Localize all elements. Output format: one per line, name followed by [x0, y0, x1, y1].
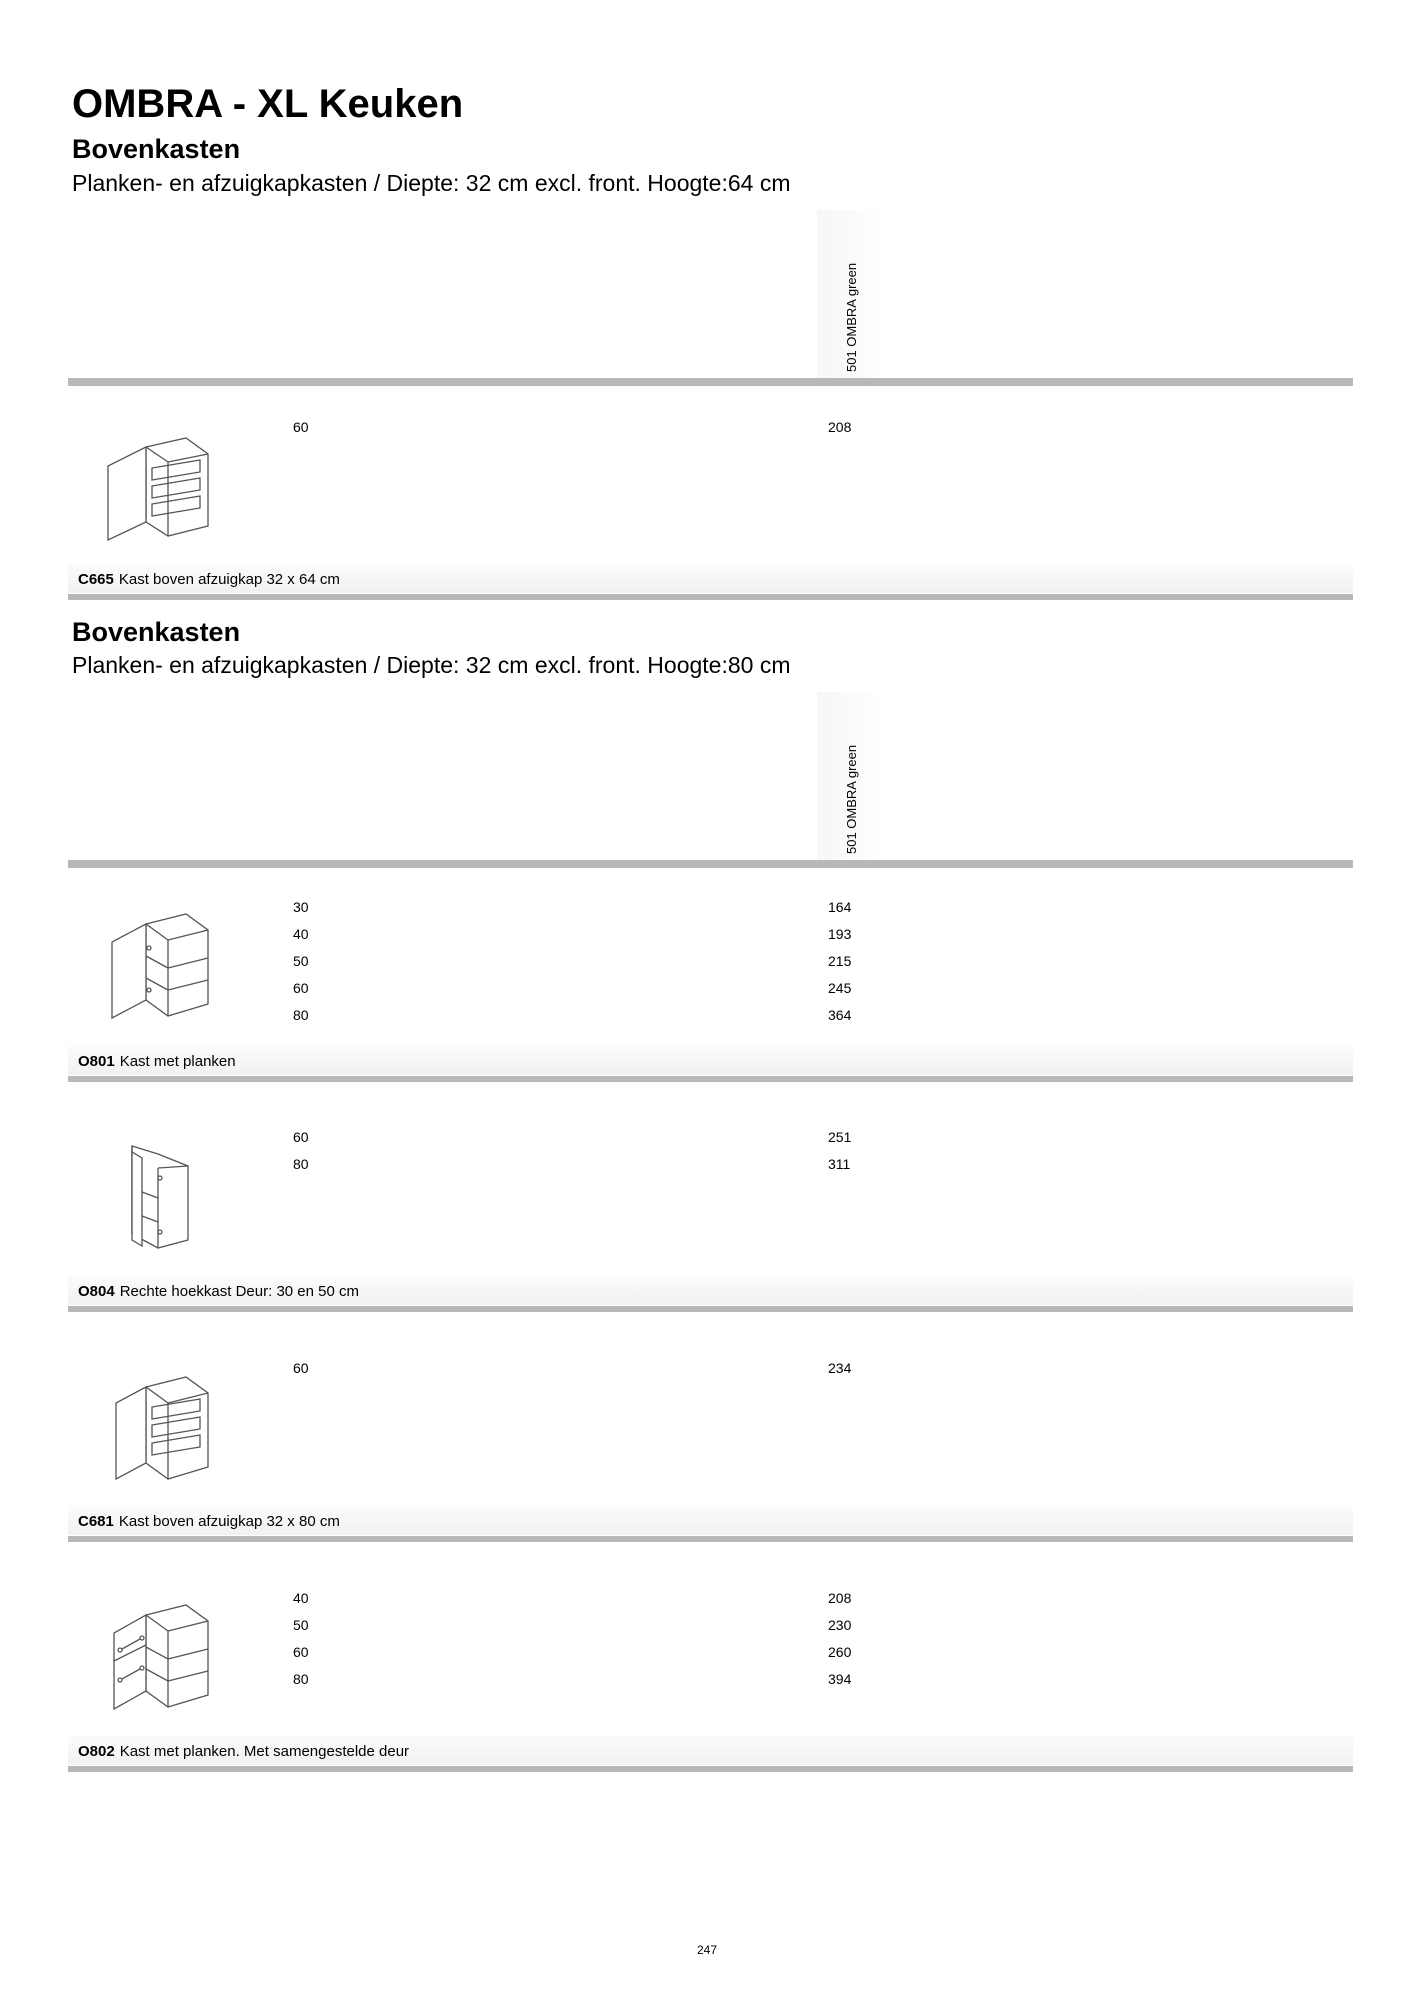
- price-value: 208: [828, 419, 852, 435]
- cabinet-hood-icon: [100, 1375, 220, 1485]
- size-value: 60: [293, 1360, 309, 1376]
- cabinet-hood-icon: [100, 432, 220, 542]
- product-code: C665: [78, 571, 114, 588]
- size-value: 60: [293, 980, 309, 996]
- size-value: 40: [293, 1590, 309, 1606]
- row-divider: [68, 1536, 1353, 1542]
- price-value: 193: [828, 926, 852, 942]
- price-value: 234: [828, 1360, 852, 1376]
- corner-cabinet-icon: [100, 1142, 220, 1252]
- product-code: O801: [78, 1053, 115, 1070]
- column-header: [817, 692, 883, 860]
- price-value: 364: [828, 1007, 852, 1023]
- product-label: [68, 1045, 1353, 1075]
- price-value: 208: [828, 1590, 852, 1606]
- size-value: 60: [293, 1129, 309, 1145]
- product-code: C681: [78, 1513, 114, 1530]
- header-divider: [68, 378, 1353, 386]
- cabinet-shelves-icon: [100, 912, 220, 1022]
- product-name: Kast met planken. Met samengestelde deur: [119, 1743, 410, 1760]
- product-code: O802: [78, 1743, 115, 1760]
- price-value: 215: [828, 953, 852, 969]
- section-subheading: Planken- en afzuigkapkasten / Diepte: 32 cm excl. front. Hoogte:80 cm: [72, 652, 791, 678]
- section-heading: Bovenkasten: [72, 617, 241, 647]
- row-divider: [68, 1076, 1353, 1082]
- column-header: [817, 210, 883, 378]
- section-heading: Bovenkasten: [72, 134, 241, 164]
- product-label: [68, 1505, 1353, 1535]
- price-value: 394: [828, 1671, 852, 1687]
- size-value: 80: [293, 1671, 309, 1687]
- size-value: 30: [293, 899, 309, 915]
- product-name: Kast boven afzuigkap 32 x 80 cm: [118, 1513, 340, 1530]
- product-name: Kast boven afzuigkap 32 x 64 cm: [118, 571, 340, 588]
- product-label: [68, 1735, 1353, 1765]
- section-subheading: Planken- en afzuigkapkasten / Diepte: 32 cm excl. front. Hoogte:64 cm: [72, 170, 791, 196]
- row-divider: [68, 1766, 1353, 1772]
- size-value: 50: [293, 1617, 309, 1633]
- product-name: Rechte hoekkast Deur: 30 en 50 cm: [119, 1283, 359, 1300]
- product-name: Kast met planken: [119, 1053, 236, 1070]
- price-value: 245: [828, 980, 852, 996]
- size-value: 80: [293, 1007, 309, 1023]
- column-header-label: 501 OMBRA green: [844, 744, 859, 854]
- size-value: 40: [293, 926, 309, 942]
- price-value: 230: [828, 1617, 852, 1633]
- cabinet-composite-door-icon: [100, 1603, 220, 1713]
- product-label: [68, 1275, 1353, 1305]
- size-value: 80: [293, 1156, 309, 1172]
- price-value: 164: [828, 899, 852, 915]
- page-number: 247: [697, 1943, 718, 1957]
- price-value: 260: [828, 1644, 852, 1660]
- size-value: 60: [293, 419, 309, 435]
- header-divider: [68, 860, 1353, 868]
- column-header-label: 501 OMBRA green: [844, 262, 859, 372]
- price-value: 251: [828, 1129, 852, 1145]
- product-code: O804: [78, 1283, 115, 1300]
- size-value: 60: [293, 1644, 309, 1660]
- page-title: OMBRA - XL Keuken: [72, 82, 464, 126]
- row-divider: [68, 1306, 1353, 1312]
- price-value: 311: [828, 1156, 851, 1172]
- size-value: 50: [293, 953, 309, 969]
- product-label: [68, 563, 1353, 593]
- row-divider: [68, 594, 1353, 600]
